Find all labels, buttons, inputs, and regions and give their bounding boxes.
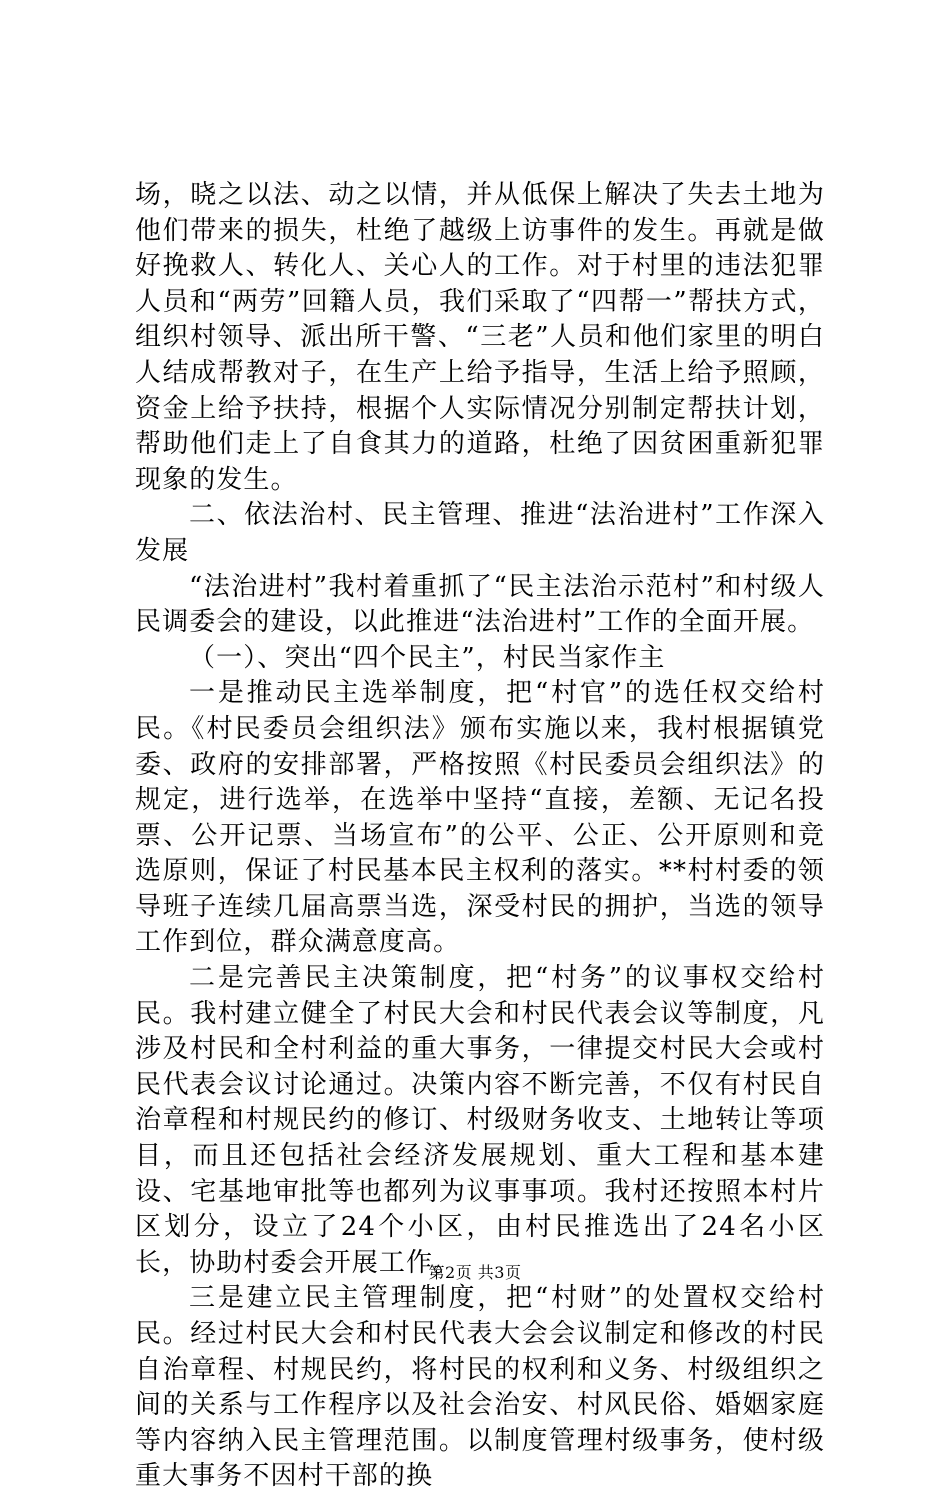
paragraph-democratic-election: 一是推动民主选举制度，把“村官”的选任权交给村民。《村民委员会组织法》颁布实施以来，我村根据镇党委、政府的安排部署，严格按照《村民委员会组织法》的规定，进行选举，在选举中坚持“直接，差额、无记名投票、公开记票、当场宣布”的公平、公正、公开原则和竞选原则，保证了村民基本民主权利的落实。**村村委的领导班子连续几届高票当选，深受村民的拥护，当选的领导工作到位，群众满意度高。 bbox=[135, 678, 825, 958]
page-footer: 第2页 共3页 bbox=[428, 1263, 522, 1282]
paragraph-democratic-decision: 二是完善民主决策制度，把“村务”的议事权交给村民。我村建立健全了村民大会和村民代表会议等制度，凡涉及村民和全村利益的重大事务，一律提交村民大会或村民代表会议讨论通过。决策内容不断完善，不仅有村民自治章程和村规民约的修订、村级财务收支、土地转让等项目，而且还包括社会经济发展规划、重大工程和基本建设、宅基地审批等也都列为议事事项。我村还按照本村片区划分，设立了24个小区，由村民推选出了24名小区长，协助村委会开展工作。 bbox=[135, 963, 825, 1278]
document-body bbox=[135, 178, 825, 1495]
paragraph-continuation: 场，晓之以法、动之以情，并从低保上解决了失去土地为他们带来的损失，杜绝了越级上访事件的发生。再就是做好挽救人、转化人、关心人的工作。对于村里的违法犯罪人员和“两劳”回籍人员，我们采取了“四帮一”帮扶方式，组织村领导、派出所干警、“三老”人员和他们家里的明白人结成帮教对子，在生产上给予指导，生活上给予照顾，资金上给予扶持，根据个人实际情况分别制定帮扶计划，帮助他们走上了自食其力的道路，杜绝了因贫困重新犯罪现象的发生。 bbox=[135, 180, 825, 495]
subsection-heading-1: （一）、突出“四个民主”，村民当家作主 bbox=[189, 642, 666, 673]
paragraph-intro: “法治进村”我村着重抓了“民主法治示范村”和村级人民调委会的建设，以此推进“法治进村”工作的全面开展。 bbox=[135, 571, 825, 638]
paragraph-democratic-management: 三是建立民主管理制度，把“村财”的处置权交给村民。经过村民大会和村民代表大会会议制定和修改的村民自治章程、村规民约，将村民的权利和义务、村级组织之间的关系与工作程序以及社会治安、村风民俗、婚姻家庭等内容纳入民主管理范围。以制度管理村级事务，使村级重大事务不因村干部的换 bbox=[135, 1283, 825, 1492]
section-heading-2: 二、依法治村、民主管理、推进“法治进村”工作深入发展 bbox=[135, 500, 825, 566]
